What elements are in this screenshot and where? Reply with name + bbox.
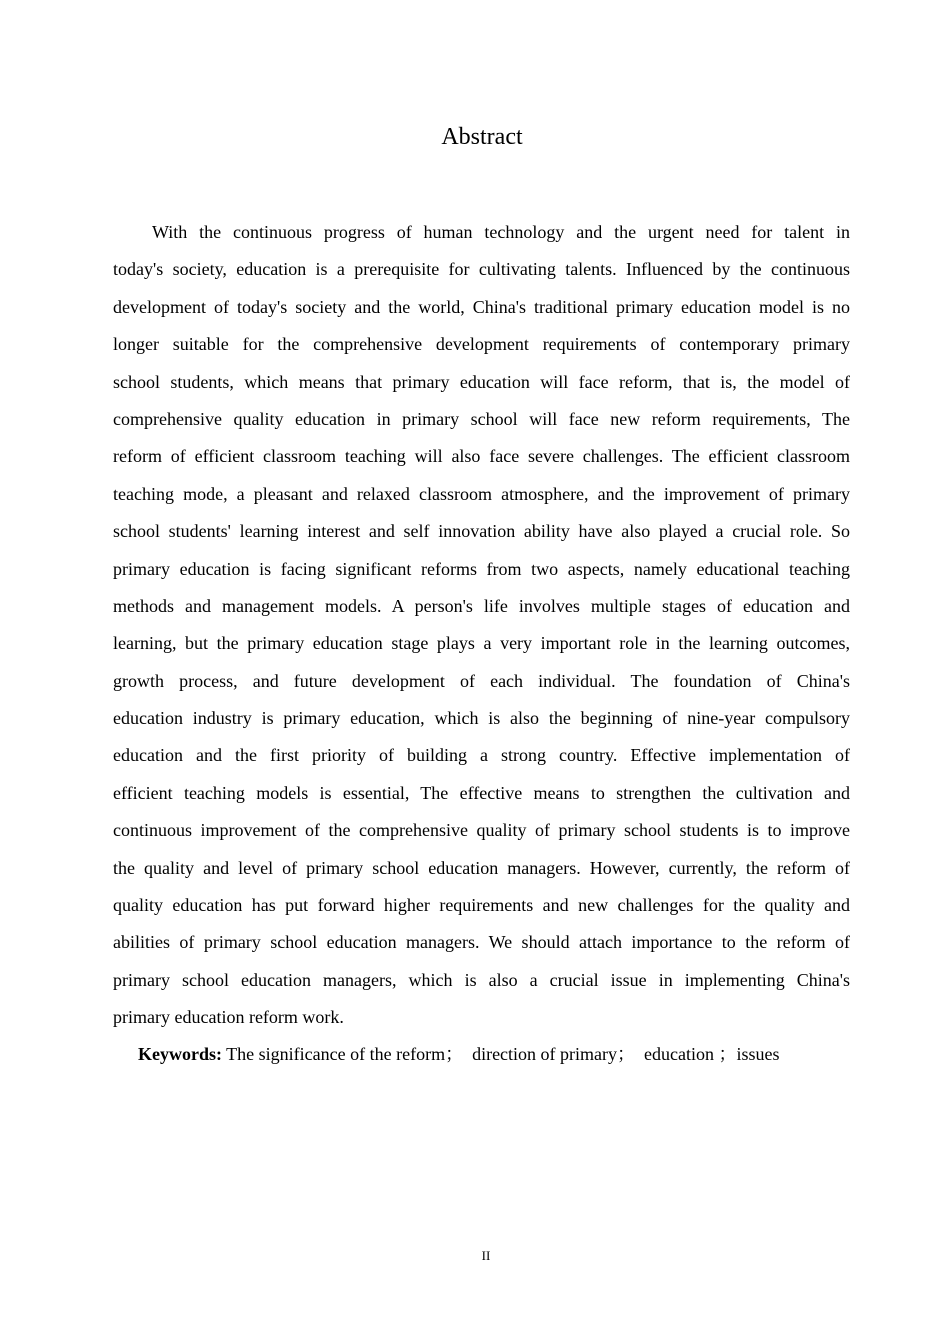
keywords-text: The significance of the reform； direction of primary； education ；issues [222, 1044, 780, 1064]
paragraph-line: education and the first priority of building a strong country. Effective implementation of [113, 745, 850, 766]
page-number: II [481, 1248, 491, 1263]
paragraph-line: With the continuous progress of human technology and the urgent need for talent in [152, 222, 850, 242]
keywords-label: Keywords: [138, 1044, 222, 1064]
paragraph-line: methods and management models. A person's life involves multiple stages of education and [113, 595, 850, 616]
paragraph-line: development of today's society and the world, China's traditional primary education model is no [113, 296, 850, 317]
paragraph-line: teaching mode, a pleasant and relaxed classroom atmosphere, and the improvement of primary [113, 483, 850, 504]
paragraph-line: primary school education managers, which is also a crucial issue in implementing China's [113, 969, 850, 990]
paragraph-line: school students' learning interest and self innovation ability have also played a crucial role. So [113, 521, 850, 542]
paragraph-line: learning, but the primary education stage plays a very important role in the learning outcomes, [113, 633, 850, 654]
paragraph-line: growth process, and future development of each individual. The foundation of China's [113, 670, 850, 691]
paragraph-line: school students, which means that primary education will face reform, that is, the model of [113, 371, 850, 392]
paragraph-line: primary education reform work. [113, 1007, 344, 1028]
paragraph-line: education industry is primary education, which is also the beginning of nine-year compulsory [113, 708, 850, 729]
page-title: Abstract [441, 124, 523, 150]
paragraph-line: quality education has put forward higher requirements and new challenges for the quality and [113, 895, 850, 916]
abstract-body [113, 220, 850, 1043]
keywords [138, 1042, 780, 1066]
paragraph-line: comprehensive quality education in primary school will face new reform requirements, The [113, 408, 850, 429]
paragraph-line: continuous improvement of the comprehensive quality of primary school students is to improve [113, 820, 850, 841]
paragraph-line: efficient teaching models is essential, The effective means to strengthen the cultivation and [113, 782, 850, 803]
paragraph-line: longer suitable for the comprehensive development requirements of contemporary primary [113, 334, 850, 355]
paragraph-line: the quality and level of primary school education managers. However, currently, the reform of [113, 857, 850, 878]
paragraph-line: primary education is facing significant reforms from two aspects, namely educational teaching [113, 558, 850, 579]
paragraph-line: reform of efficient classroom teaching will also face severe challenges. The efficient classroom [113, 446, 850, 467]
paragraph-line: abilities of primary school education managers. We should attach importance to the reform of [113, 932, 850, 953]
paragraph-line: today's society, education is a prerequisite for cultivating talents. Influenced by the continuous [113, 259, 850, 280]
